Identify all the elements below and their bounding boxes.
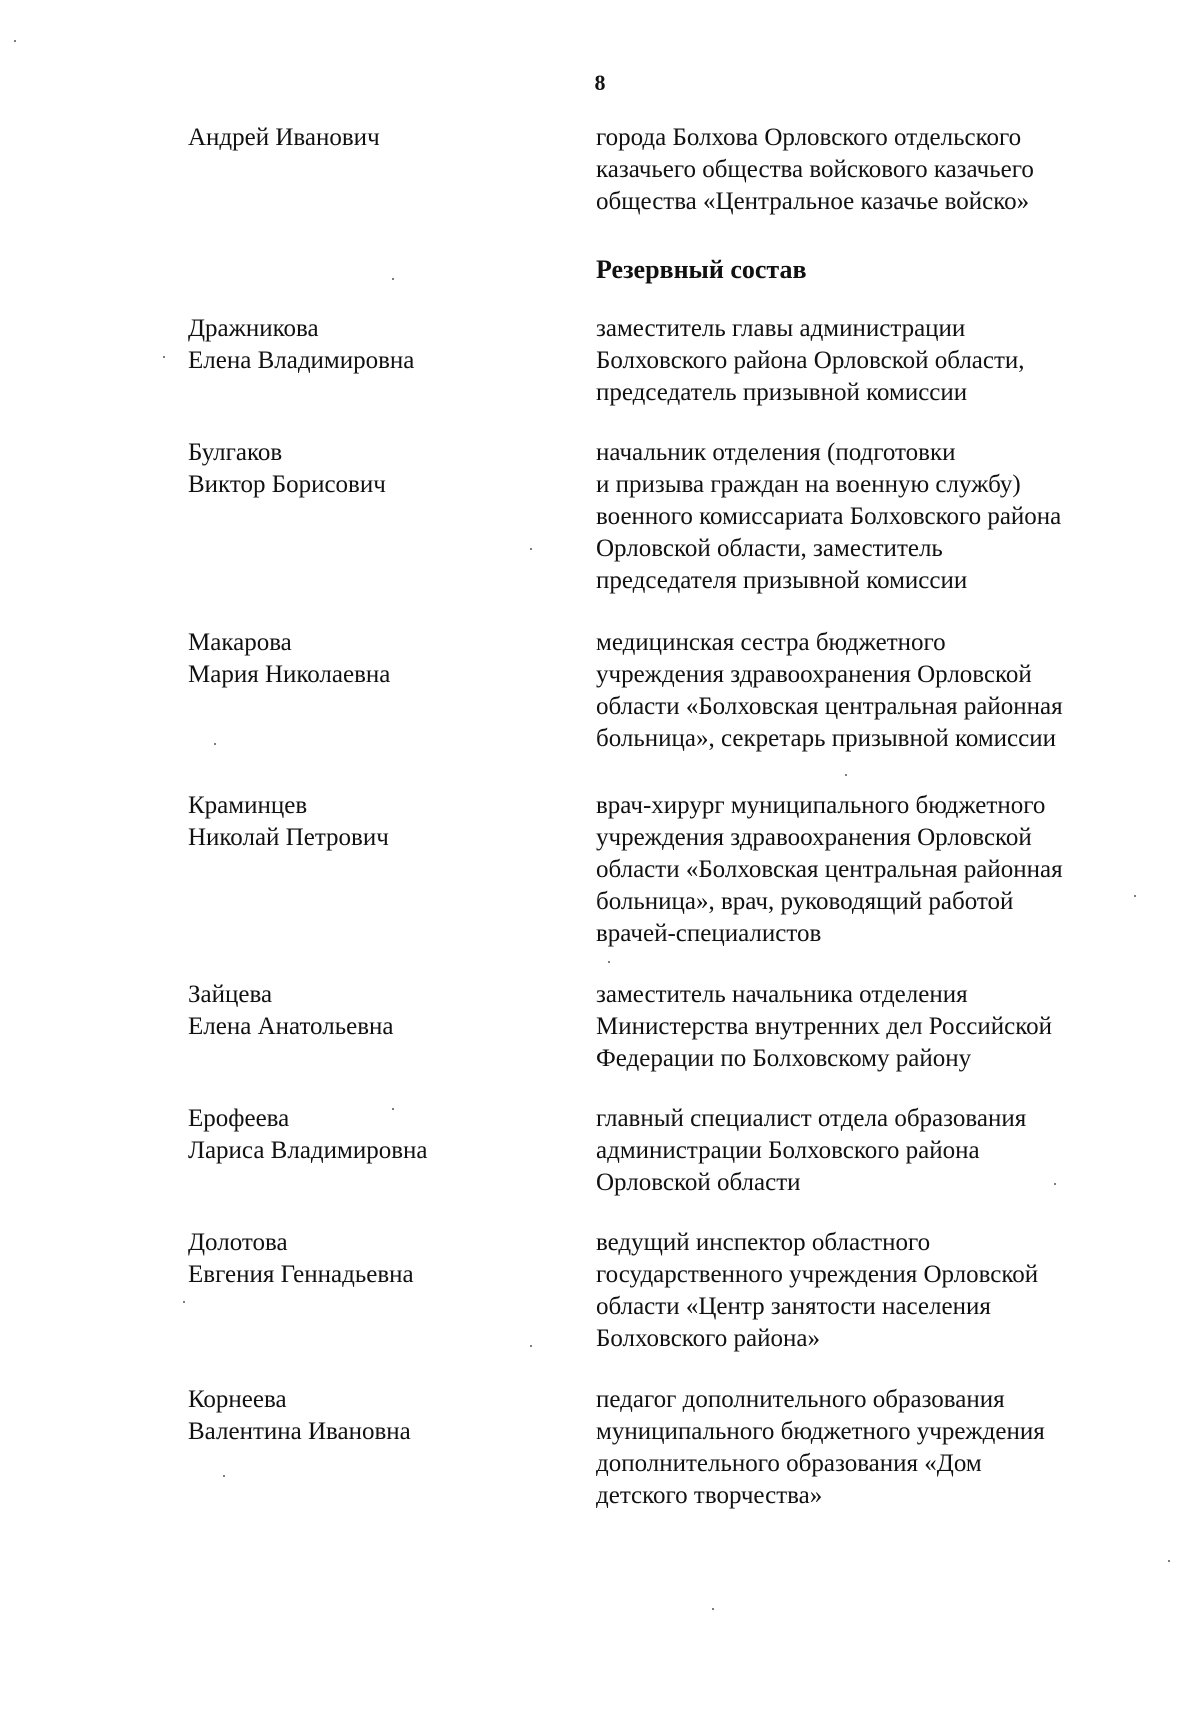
member-name: Долотова Евгения Геннадьевна — [188, 1229, 414, 1288]
scan-speck — [214, 743, 216, 745]
member-role: города Болхова Орловского отдельского казачьего общества войскового казачьего общества «Центральное казачье войско» — [596, 124, 1034, 215]
member-name: Краминцев Николай Петрович — [188, 792, 389, 851]
member-name: Дражникова Елена Владимировна — [188, 315, 415, 374]
scan-speck — [845, 774, 847, 776]
scan-speck — [392, 278, 394, 280]
member-name: Булгаков Виктор Борисович — [188, 439, 386, 498]
section-heading-reserve: Резервный состав — [596, 255, 807, 284]
member-role: врач-хирург муниципального бюджетного учреждения здравоохранения Орловской области «Болховская центральная районная больница», врач, руководящий работой врачей-специалистов — [596, 792, 1063, 947]
scan-speck — [1054, 1183, 1056, 1185]
scan-speck — [530, 1345, 532, 1347]
member-role: главный специалист отдела образования администрации Болховского района Орловской области — [596, 1105, 1027, 1196]
member-role: ведущий инспектор областного государственного учреждения Орловской области «Центр занятости населения Болховского района» — [596, 1229, 1039, 1352]
member-name: Ерофеева Лариса Владимировна — [188, 1105, 428, 1164]
member-role: заместитель главы администрации Болховского района Орловской области, председатель призывной комиссии — [596, 315, 1025, 406]
scan-speck — [183, 1301, 185, 1303]
scan-speck — [392, 1108, 394, 1110]
scan-speck — [712, 1608, 714, 1610]
member-role: начальник отделения (подготовки и призыва граждан на военную службу) военного комиссариата Болховского района Орловской области, заместитель председателя призывной комиссии — [596, 439, 1062, 594]
scan-speck — [223, 1475, 225, 1477]
member-role: заместитель начальника отделения Министерства внутренних дел Российской Федерации по Болховскому району — [596, 981, 1052, 1072]
scan-speck — [163, 356, 165, 358]
page-number: 8 — [594, 70, 606, 95]
member-role: медицинская сестра бюджетного учреждения здравоохранения Орловской области «Болховская центральная районная больница», секретарь призывной комиссии — [596, 629, 1063, 752]
member-role: педагог дополнительного образования муниципального бюджетного учреждения дополнительного образования «Дом детского творчества» — [596, 1386, 1045, 1509]
scan-speck — [1134, 895, 1136, 897]
member-name: Зайцева Елена Анатольевна — [188, 981, 394, 1040]
scan-speck — [530, 548, 532, 550]
scan-speck — [608, 961, 610, 963]
scan-speck — [1168, 1560, 1170, 1562]
member-name: Андрей Иванович — [188, 124, 380, 151]
scan-speck — [14, 40, 16, 42]
member-name: Макарова Мария Николаевна — [188, 629, 391, 688]
member-name: Корнеева Валентина Ивановна — [188, 1386, 411, 1445]
